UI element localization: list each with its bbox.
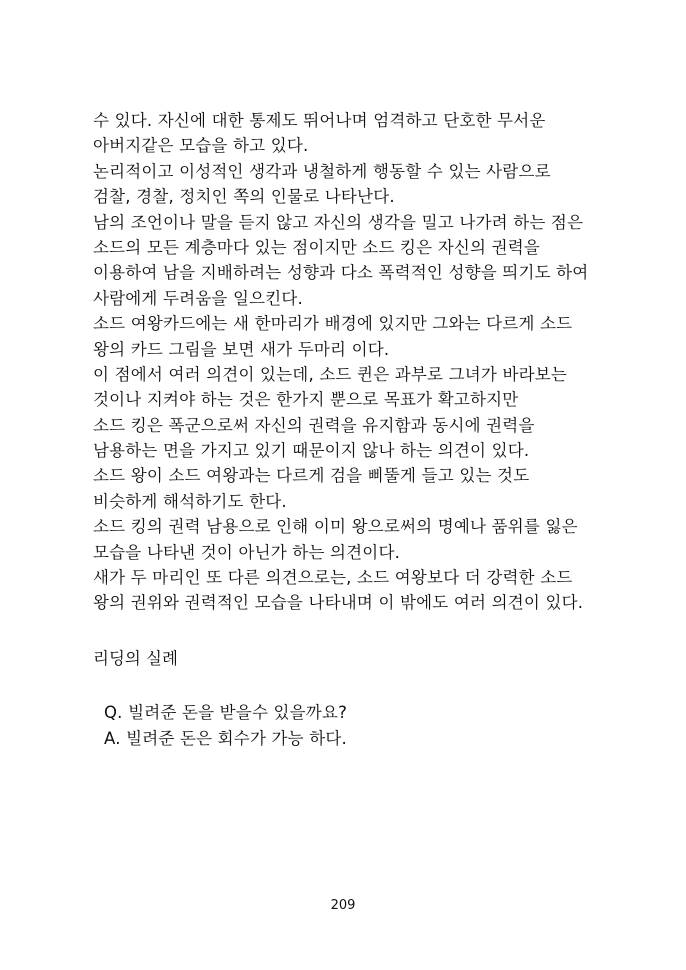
paragraph-line: 아버지같은 모습을 하고 있다. bbox=[93, 136, 309, 156]
question-line: Q. 빌려준 돈을 받을수 있을까요? bbox=[104, 703, 348, 722]
paragraph-line: 소드 왕이 소드 여왕과는 다르게 검을 삐뚤게 들고 있는 것도 bbox=[93, 466, 530, 486]
paragraph-line: 논리적이고 이성적인 생각과 냉철하게 행동할 수 있는 사람으로 bbox=[93, 161, 551, 181]
paragraph-line: 검찰, 경찰, 정치인 쪽의 인물로 나타난다. bbox=[93, 187, 395, 207]
paragraph-line: 이용하여 남을 지배하려는 성향과 다소 폭력적인 성향을 띄기도 하여 bbox=[93, 263, 589, 283]
paragraph-line: 소드의 모든 계층마다 있는 점이지만 소드 킹은 자신의 권력을 bbox=[93, 237, 541, 257]
paragraph-line: 남의 조언이나 말을 듣지 않고 자신의 생각을 밀고 나가려 하는 점은 bbox=[93, 212, 584, 232]
paragraph-line: 왕의 권위와 권력적인 모습을 나타내며 이 밖에도 여러 의견이 있다. bbox=[93, 593, 584, 613]
paragraph-line: 남용하는 면을 가지고 있기 때문이지 않나 하는 의견이 있다. bbox=[93, 441, 530, 461]
paragraph-line: 왕의 카드 그림을 보면 새가 두마리 이다. bbox=[93, 339, 390, 359]
paragraph-line: 소드 여왕카드에는 새 한마리가 배경에 있지만 그와는 다르게 소드 bbox=[93, 314, 573, 334]
page-number: 209 bbox=[330, 898, 356, 913]
paragraph-line: 수 있다. 자신에 대한 통제도 뛰어나며 엄격하고 단호한 무서운 bbox=[93, 111, 546, 130]
paragraph-line: 사람에게 두려움을 일으킨다. bbox=[93, 288, 304, 308]
paragraph-line: 소드 킹은 폭군으로써 자신의 권력을 유지함과 동시에 권력을 bbox=[93, 415, 535, 435]
paragraph-line: 이 점에서 여러 의견이 있는데, 소드 퀸은 과부로 그녀가 바라보는 bbox=[93, 364, 568, 384]
section-title: 리딩의 실례 bbox=[93, 649, 178, 668]
qa-block bbox=[104, 700, 347, 752]
paragraph-line: 새가 두 마리인 또 다른 의견으로는, 소드 여왕보다 더 강력한 소드 bbox=[93, 568, 573, 588]
body-paragraph bbox=[93, 108, 653, 616]
paragraph-line: 비슷하게 해석하기도 한다. bbox=[93, 491, 287, 511]
paragraph-line: 모습을 나타낸 것이 아닌가 하는 의견이다. bbox=[93, 542, 401, 562]
paragraph-line: 것이나 지켜야 하는 것은 한가지 뿐으로 목표가 확고하지만 bbox=[93, 390, 519, 410]
paragraph-line: 소드 킹의 권력 남용으로 인해 이미 왕으로써의 명예나 품위를 잃은 bbox=[93, 517, 578, 537]
answer-line: A. 빌려준 돈은 회수가 가능 하다. bbox=[104, 729, 347, 748]
